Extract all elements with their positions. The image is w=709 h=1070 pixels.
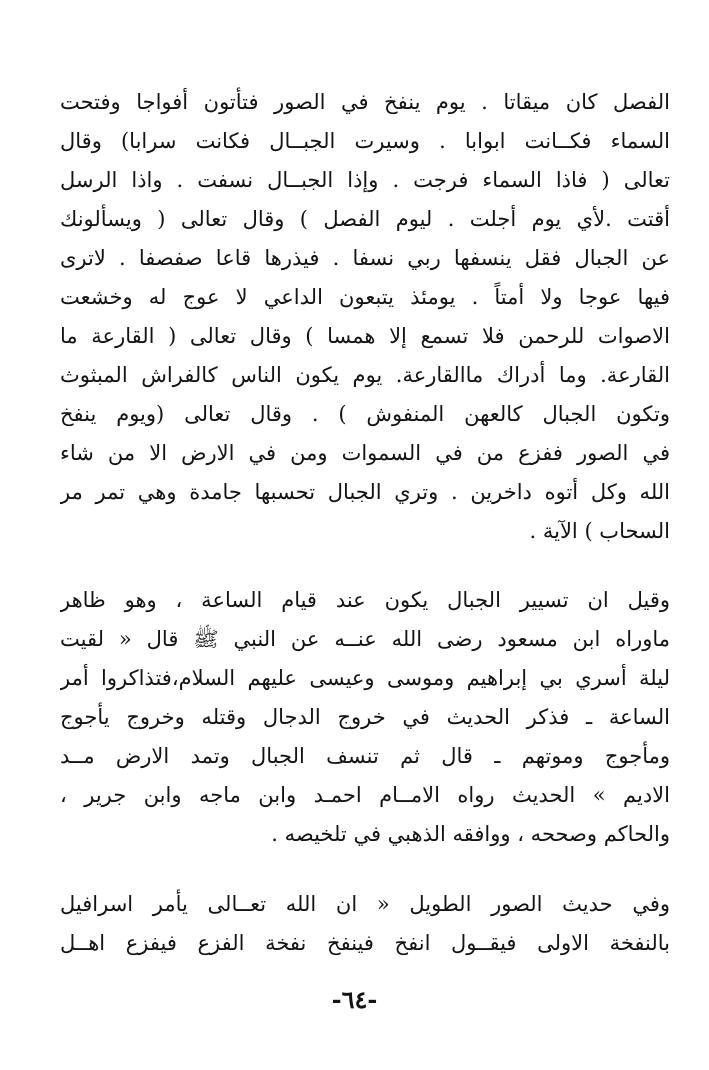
text-line: السحاب ) الآية . xyxy=(529,519,670,543)
text-line: والحاكم وصححه ، ووافقه الذهبي في تلخيصه . xyxy=(271,822,670,846)
text-line: القارعة. وما أدراك ماالقارعة. يوم يكون الناس كالفراش المبثوث xyxy=(60,363,670,387)
text-line: ماوراه ابن مسعود رضى الله عنــه عن النبي ﷺ قال « لقيت xyxy=(60,627,670,651)
text-line: ليلة أسري بي إبراهيم وموسى وعيسى عليهم السلام،فتذاكروا أمر xyxy=(60,666,670,690)
text-line: وقيل ان تسيير الجبال يكون عند قيام الساعة ، وهو ظاهر xyxy=(60,588,670,612)
text-line: الفصل كان ميقاتا . يوم ينفخ في الصور فتأتون أفواجا وفتحت xyxy=(60,90,670,114)
text-line: في الصور ففزع من في السموات ومن في الارض الا من شاء xyxy=(60,441,670,465)
text-line: الاصوات للرحمن فلا تسمع إلا همسا ) وقال تعالى ( القارعة ما xyxy=(60,324,670,348)
text-line: السماء فكــانت ابوابا . وسيرت الجبــال فكانت سرابا) وقال xyxy=(60,129,670,153)
text-line: ومأجوج وموتهم ـ قال ثم تنسف الجبال وتمد الارض مــد xyxy=(60,744,670,768)
text-line: وتكون الجبال كالعهن المنفوش ) . وقال تعالى (ويوم ينفخ xyxy=(60,402,670,426)
page-number: -٦٤- xyxy=(331,985,378,1014)
text-line: الله وكل أتوه داخرين . وتري الجبال تحسبها جامدة وهي تمر مر xyxy=(60,480,670,504)
text-line: أقتت .لأي يوم أجلت . ليوم الفصل ) وقال تعالى ( ويسألونك xyxy=(60,207,670,231)
text-line: وفي حديث الصور الطويل « ان الله تعــالى يأمر اسرافيل xyxy=(60,892,670,916)
text-line: عن الجبال فقل ينسفها ربي نسفا . فيذرها قاعا صفصفا . لاترى xyxy=(60,246,670,270)
text-line: تعالى ( فاذا السماء فرجت . وإذا الجبــال نسفت . واذا الرسل xyxy=(60,168,670,192)
text-line: الاديم » الحديث رواه الامــام احمـد وابن ماجه وابن جرير ، xyxy=(60,783,670,807)
text-line: الساعة ـ فذكر الحديث في خروج الدجال وقتله وخروج يأجوج xyxy=(60,705,670,729)
text-line: فيها عوجا ولا أمتاً . يومئذ يتبعون الداعي لا عوج له وخشعت xyxy=(60,285,670,309)
text-line: بالنفخة الاولى فيقــول انفخ فينفخ نفخة الفزع فيفزع اهــل xyxy=(60,931,670,955)
